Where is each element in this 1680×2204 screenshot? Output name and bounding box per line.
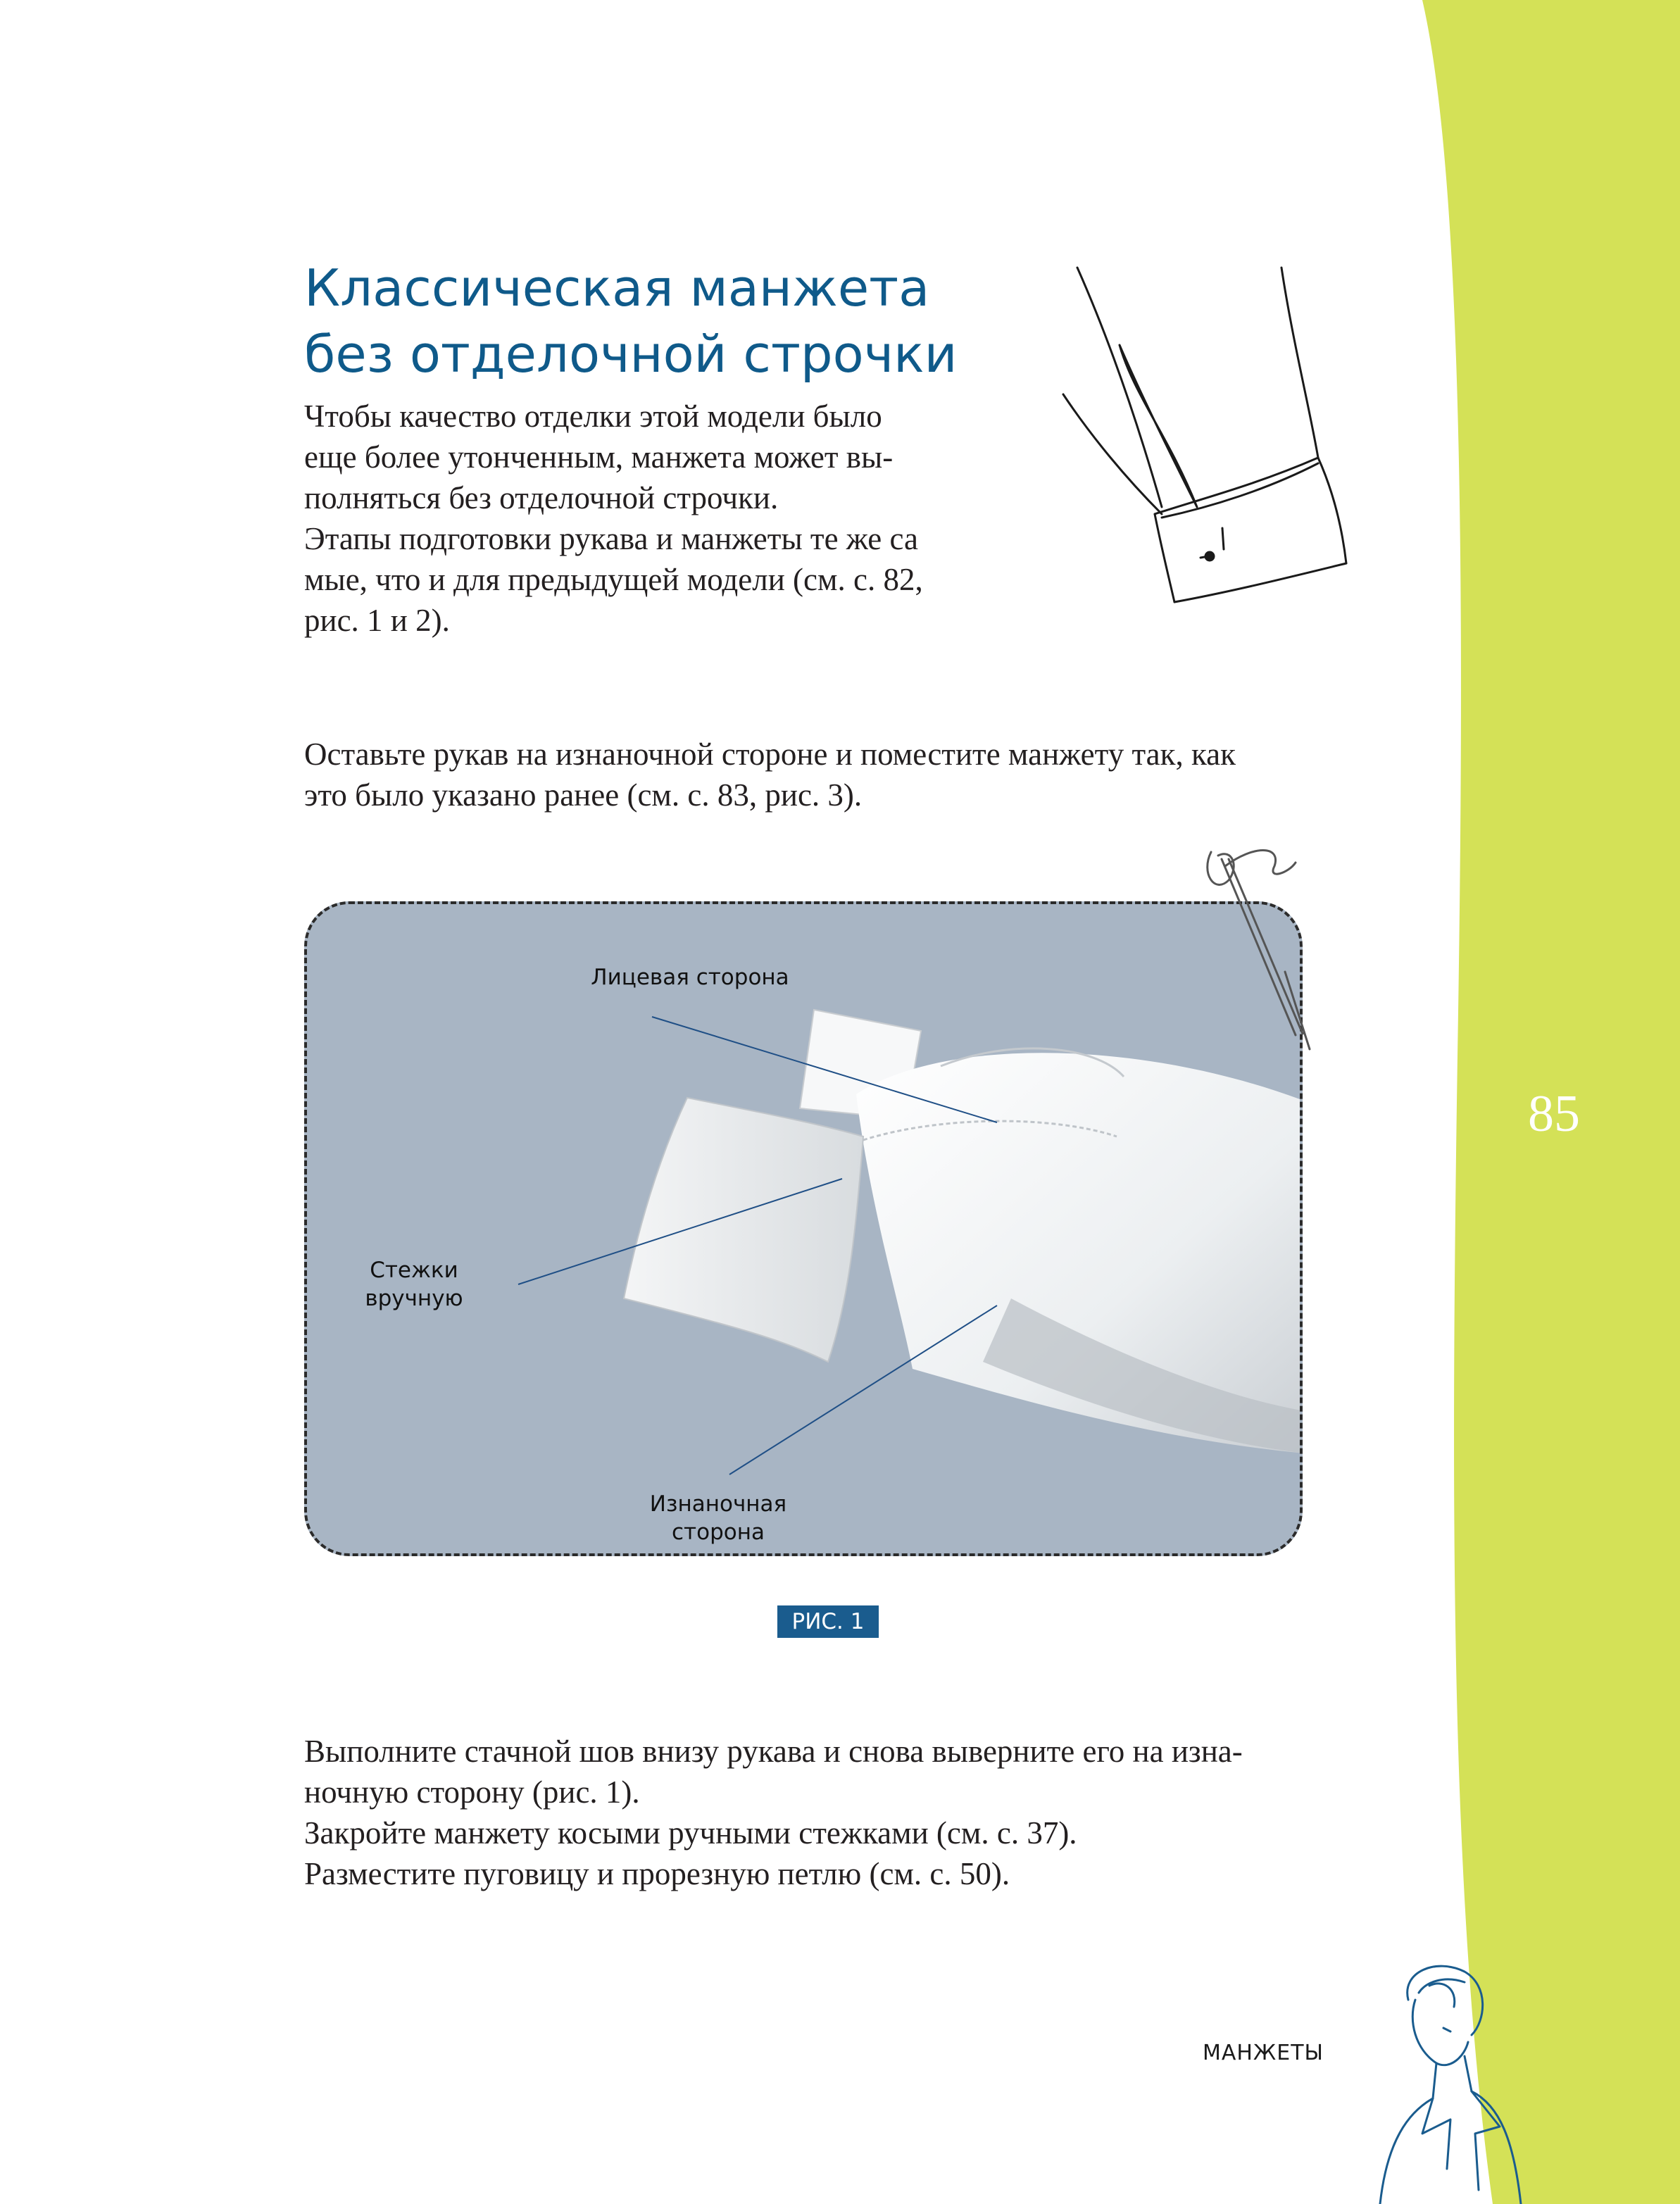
figure-frame bbox=[304, 901, 1303, 1556]
label-hand-stitches bbox=[330, 1256, 499, 1313]
text-line: Чтобы качество отделки этой модели было bbox=[304, 399, 882, 434]
intro-paragraph bbox=[304, 396, 1065, 641]
text-line: Этапы подготовки рукава и манжеты те же са bbox=[304, 521, 919, 556]
sleeve-photo bbox=[307, 904, 1303, 1556]
step1-paragraph bbox=[304, 734, 1431, 815]
sleeve-cuff-drawing bbox=[1056, 253, 1366, 620]
label-line: Изнаночная bbox=[649, 1491, 787, 1517]
figure-caption: РИС. 1 bbox=[777, 1605, 879, 1638]
text-line: Закройте манжету косыми ручными стежками (см. с. 37). bbox=[304, 1815, 1077, 1851]
text-line: мые, что и для предыдущей модели (см. с. 82, bbox=[304, 562, 923, 597]
text-line: рис. 1 и 2). bbox=[304, 603, 450, 638]
step2-paragraph bbox=[304, 1731, 1431, 1894]
label-face-side: Лицевая сторона bbox=[591, 965, 789, 990]
text-line: Оставьте рукав на изнаночной стороне и поместите манжету так, как bbox=[304, 737, 1236, 772]
text-line: Разместите пуговицу и прорезную петлю (см. с. 50). bbox=[304, 1856, 1010, 1891]
section-name: МАНЖЕТЫ bbox=[1202, 2041, 1324, 2065]
text-line: Выполните стачной шов внизу рукава и снова выверните его на изна- bbox=[304, 1734, 1243, 1769]
label-line: вручную bbox=[365, 1286, 463, 1311]
page-number: 85 bbox=[1528, 1085, 1580, 1143]
text-line: это было указано ранее (см. с. 83, рис. 3). bbox=[304, 777, 863, 813]
title-line: без отделочной строчки bbox=[304, 325, 958, 384]
label-line: Стежки bbox=[370, 1258, 458, 1283]
title-line: Классическая манжета bbox=[304, 258, 930, 318]
text-line: еще более утонченным, манжета может вы- bbox=[304, 439, 894, 475]
label-wrong-side bbox=[606, 1490, 831, 1546]
label-line: сторона bbox=[672, 1520, 765, 1545]
text-line: ночную сторону (рис. 1). bbox=[304, 1774, 640, 1810]
needle-icon bbox=[1197, 838, 1338, 1063]
woman-illustration bbox=[1359, 1958, 1542, 2204]
text-line: полняться без отделочной строчки. bbox=[304, 480, 779, 515]
page-title bbox=[304, 255, 1008, 387]
